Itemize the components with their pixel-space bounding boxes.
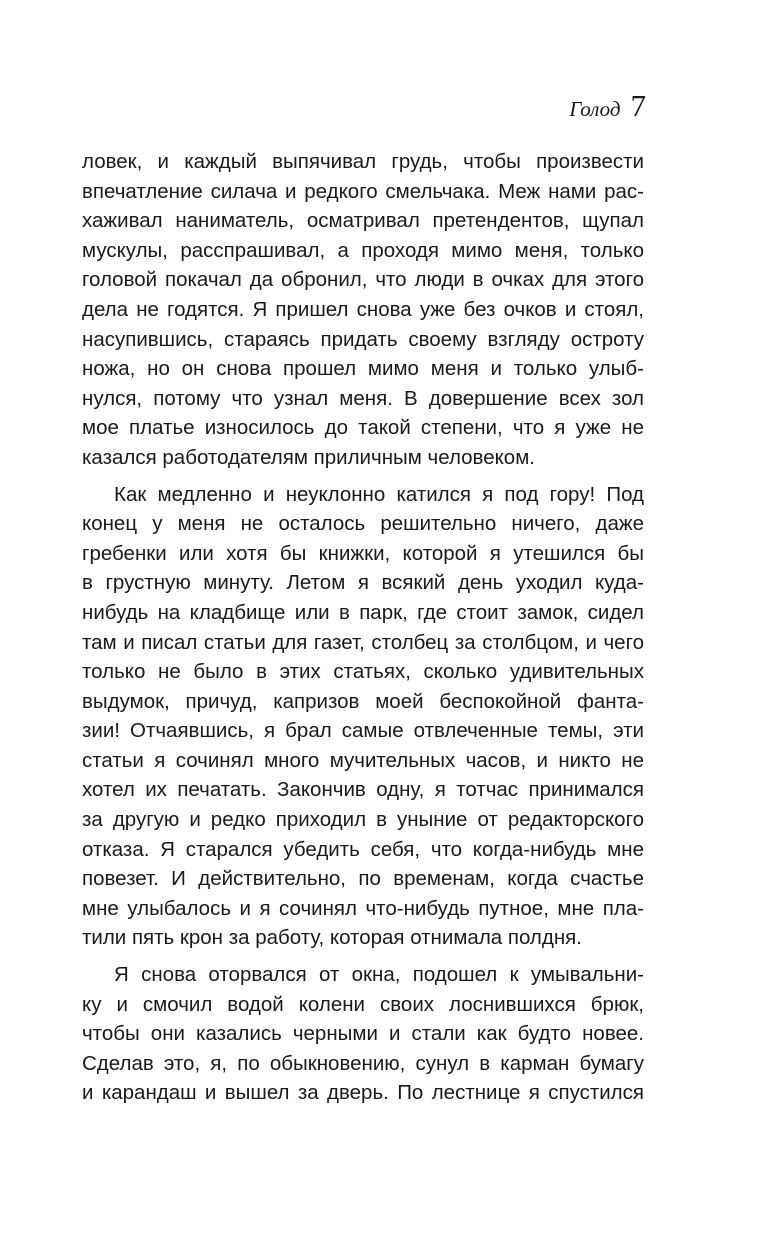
text-line: повезет. И действительно, по временам, когда счастье — [82, 867, 644, 891]
text-line: казался работодателям приличным человеком. — [82, 445, 535, 469]
text-line: гребенки или хотя бы книжки, которой я утешился бы — [82, 541, 644, 565]
text-line: головой покачал да обронил, что люди в очках для этого — [82, 268, 644, 292]
text-line: мне улыбалось и я сочинял что-нибудь путное, мне пла- — [82, 896, 644, 920]
text-line: хаживал наниматель, осматривал претендентов, щупал — [82, 209, 644, 233]
text-line: нулся, потому что узнал меня. В довершение всех зол — [82, 386, 644, 410]
text-line: мое платье износилось до такой степени, что я уже не — [82, 416, 644, 440]
text-line: тили пять крон за работу, которая отнимала полдня. — [82, 926, 582, 950]
text-line: в грустную минуту. Летом я всякий день уходил куда- — [82, 571, 644, 595]
running-header — [569, 88, 646, 124]
text-line: мускулы, расспрашивал, а проходя мимо меня, только — [82, 238, 644, 262]
text-line: ножа, но он снова прошел мимо меня и только улыб- — [82, 357, 644, 381]
text-line: конец у меня не осталось решительно ничего, даже — [82, 512, 644, 536]
page-number: 7 — [630, 88, 646, 123]
text-line: ловек, и каждый выпячивал грудь, чтобы произвести — [82, 150, 644, 173]
text-line: хотел их печатать. Закончив одну, я тотчас принимался — [82, 778, 644, 802]
text-line: насупившись, стараясь придать своему взгляду остроту — [82, 327, 644, 351]
text-line: Как медленно и неуклонно катился я под гору! Под — [114, 482, 644, 506]
text-line: Сделав это, я, по обыкновению, сунул в карман бумагу — [82, 1051, 644, 1075]
text-line: чтобы они казались черными и стали как будто новее. — [82, 1022, 644, 1046]
text-line: отказа. Я старался убедить себя, что когда-нибудь мне — [82, 837, 644, 861]
text-line: зии! Отчаявшись, я брал самые отвлеченные темы, эти — [82, 719, 644, 743]
text-line: только не было в этих статьях, сколько удивительных — [82, 660, 644, 684]
text-line: выдумок, причуд, капризов моей беспокойной фанта- — [82, 689, 644, 713]
body-text — [82, 147, 644, 1108]
text-line: там и писал статьи для газет, столбец за столбцом, и чего — [82, 630, 644, 654]
book-title: Голод — [569, 97, 621, 121]
text-line: ку и смочил водой колени своих лоснившихся брюк, — [82, 992, 644, 1016]
text-line: и карандаш и вышел за дверь. По лестнице я спустился — [82, 1081, 644, 1105]
text-line: за другую и редко приходил в уныние от редакторского — [82, 808, 644, 832]
text-line: дела не годятся. Я пришел снова уже без очков и стоял, — [82, 297, 644, 321]
text-line: впечатление силача и редкого смельчака. Меж нами рас- — [82, 179, 644, 203]
text-line: статьи я сочинял много мучительных часов, и никто не — [82, 748, 644, 772]
text-line: Я снова оторвался от окна, подошел к умывальни- — [114, 963, 644, 987]
text-line: нибудь на кладбище или в парк, где стоит замок, сидел — [82, 600, 644, 624]
